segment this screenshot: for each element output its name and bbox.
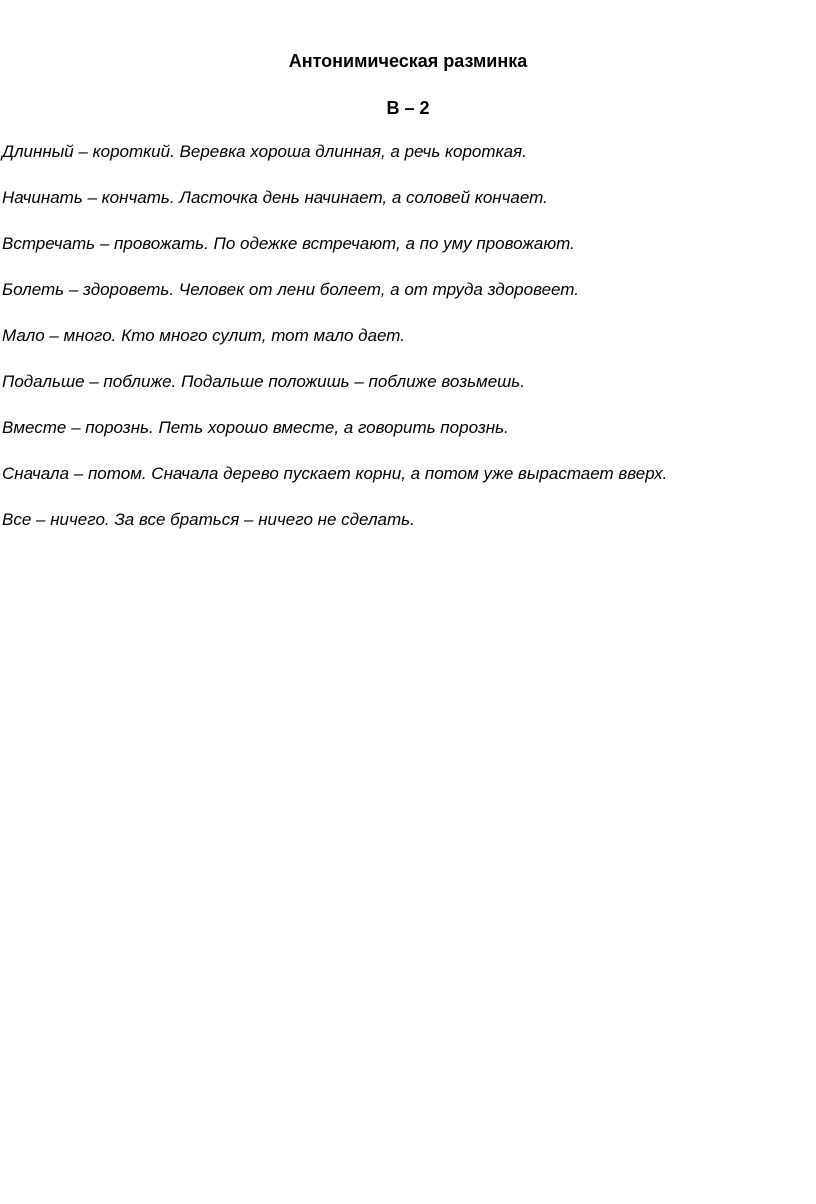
antonym-line: Начинать – кончать. Ласточка день начинает, а соловей кончает.	[2, 188, 548, 207]
document-title: Антонимическая разминка	[288, 51, 528, 71]
antonym-line: Все – ничего. За все браться – ничего не сделать.	[2, 510, 415, 529]
antonym-line: Длинный – короткий. Веревка хороша длинная, а речь короткая.	[2, 142, 527, 161]
document-subtitle: В – 2	[386, 98, 430, 118]
antonym-line: Вместе – порознь. Петь хорошо вместе, а говорить порознь.	[2, 418, 509, 437]
antonym-list	[2, 141, 814, 555]
antonym-line: Сначала – потом. Сначала дерево пускает корни, а потом уже вырастает вверх.	[2, 464, 668, 483]
antonym-line: Подальше – поближе. Подальше положишь – поближе возьмешь.	[2, 372, 525, 391]
antonym-line: Мало – много. Кто много сулит, тот мало дает.	[2, 326, 405, 345]
antonym-line: Болеть – здороветь. Человек от лени болеет, а от труда здоровеет.	[2, 280, 579, 299]
antonym-line: Встречать – провожать. По одежке встречают, а по уму провожают.	[2, 234, 575, 253]
